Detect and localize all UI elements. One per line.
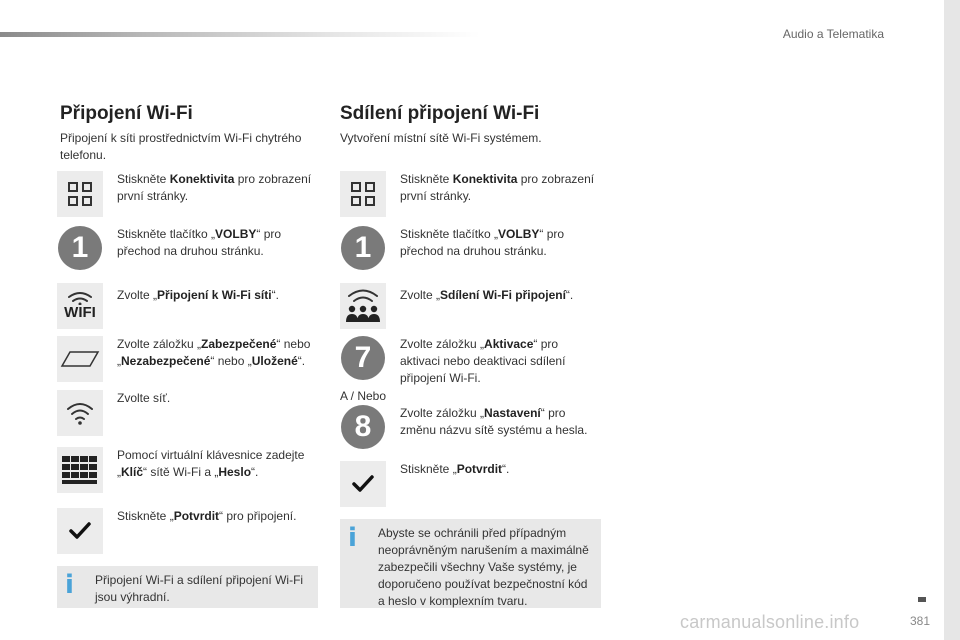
step-text: Zvolte záložku „Nastavení“ pro změnu názvu sítě systému a hesla. [400,406,588,437]
hotspot-users-icon [340,283,386,329]
watermark: carmanualsonline.info [680,612,860,632]
wifi-label-icon: WIFI [57,283,103,329]
step-text: Stiskněte tlačítko „VOLBY“ pro přechod na druhou stránku. [117,227,282,258]
separator-or: A / Nebo [340,389,387,403]
step-number-badge: 8 [341,405,385,449]
grid-icon [57,171,103,217]
right-step-connectivity [340,171,600,217]
step-text: Zvolte záložku „Zabezpečené“ nebo „Nezabezpečené“ nebo „Uložené“. [117,337,311,368]
step-number-badge: 7 [341,336,385,380]
right-step-confirm [340,461,600,507]
top-gradient-bar [0,32,480,37]
left-step-options [57,226,317,270]
keyboard-icon [57,447,103,493]
left-step-confirm [57,508,317,554]
step-text: Pomocí virtuální klávesnice zadejte „Klíč“ sítě Wi-Fi a „Heslo“. [117,448,305,479]
step-number-badge: 1 [341,226,385,270]
info-icon: i [348,523,357,553]
left-step-connectivity [57,171,317,217]
step-text: Stiskněte Konektivita pro zobrazení první stránky. [400,172,595,203]
step-text: Zvolte síť. [117,391,171,405]
left-step-wifi-network [57,283,317,329]
step-text: Zvolte „Připojení k Wi-Fi síti“. [117,288,279,302]
step-number-badge: 1 [58,226,102,270]
left-title: Připojení Wi-Fi [60,103,193,124]
left-info-note: i Připojení Wi-Fi a sdílení připojení Wi-Fi jsou výhradní. [57,566,318,608]
right-step-activation [340,336,600,387]
right-info-note: i Abyste se ochránili před případným neoprávněným narušením a maximálně zabezpečili všechny Vaše systémy, je doporučeno používat bezpečnostní kód a heslo v komplexním tvaru. [340,519,601,608]
left-intro: Připojení k síti prostřednictvím Wi-Fi chytrého telefonu. [60,131,302,162]
step-text: Zvolte záložku „Aktivace“ pro aktivaci nebo deaktivaci sdílení připojení Wi-Fi. [400,337,566,385]
right-step-hotspot [340,283,600,329]
info-icon: i [65,570,74,600]
step-text: Stiskněte Konektivita pro zobrazení první stránky. [117,172,312,203]
wifi-icon [57,390,103,436]
right-step-options [340,226,600,270]
checkmark-icon [57,508,103,554]
step-text: Stiskněte „Potvrdit“ pro připojení. [117,509,297,523]
right-title: Sdílení připojení Wi-Fi [340,103,540,124]
step-text: Stiskněte tlačítko „VOLBY“ pro přechod na druhou stránku. [400,227,565,258]
page-edge-strip [944,0,960,640]
step-text: Zvolte „Sdílení Wi-Fi připojení“. [400,288,574,302]
left-step-keyboard [57,447,317,493]
grid-icon [340,171,386,217]
right-intro: Vytvoření místní sítě Wi-Fi systémem. [340,131,542,145]
checkmark-icon [340,461,386,507]
section-title: Audio a Telematika [782,27,884,41]
left-step-select-network [57,390,317,436]
left-step-tabs [57,336,317,382]
page-marker [918,597,926,602]
parallelogram-tab-icon [57,336,103,382]
page-number: 381 [909,614,930,628]
step-text: Stiskněte „Potvrdit“. [400,462,510,476]
right-step-settings [340,405,600,449]
